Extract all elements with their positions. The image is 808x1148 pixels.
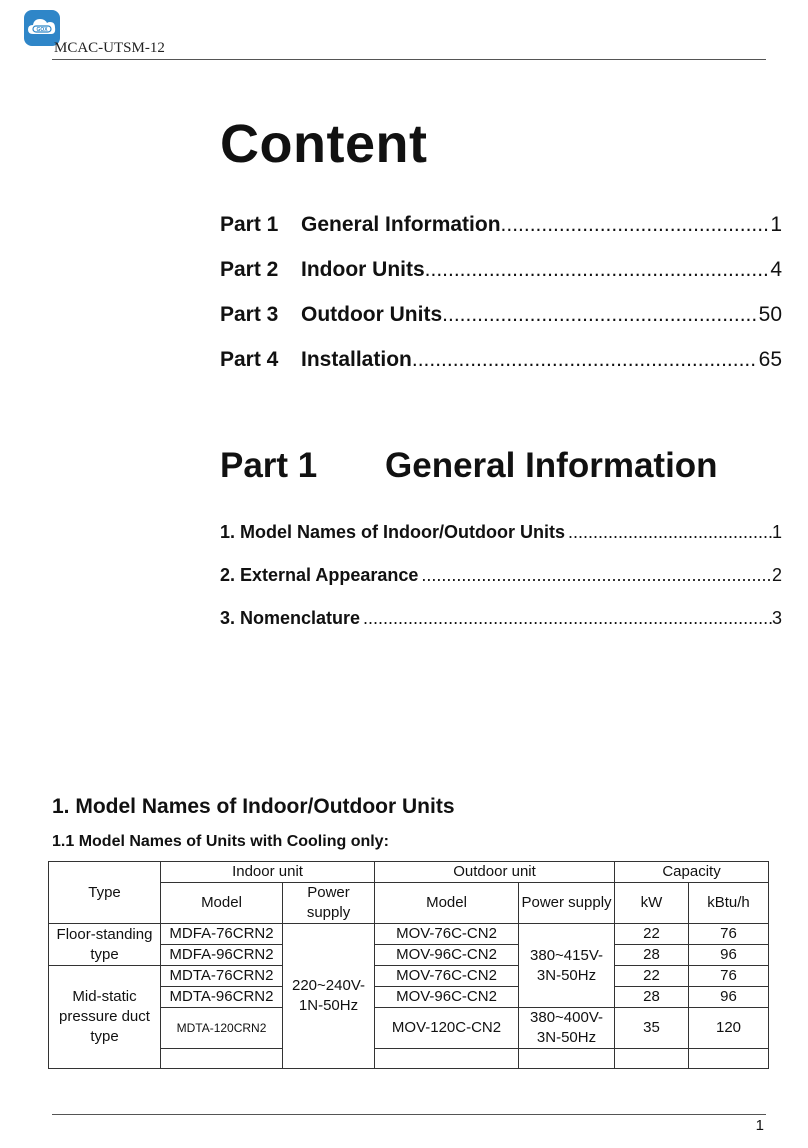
toc-part-name: General Information [301,213,501,236]
header-indoor-power: Power supply [283,883,375,924]
page-number: 1 [755,1117,764,1134]
toc-leader [418,565,772,586]
toc-section-name: 1. Model Names of Indoor/Outdoor Units [220,522,566,542]
toc-leader [425,258,769,282]
toc-entry-part3[interactable] [220,303,782,339]
table-row [49,924,769,945]
kbtu-cell: 96 [689,987,769,1008]
header-kw: kW [615,883,689,924]
header-outdoor-power: Power supply [519,883,615,924]
outdoor-power-cell: 380~415V-3N-50Hz [519,924,615,1008]
toc-part-name: Indoor Units [301,258,425,281]
toc-page-number: 2 [771,565,782,585]
kw-cell: 28 [615,945,689,966]
footer-rule [52,1114,766,1115]
empty-cell [689,1049,769,1069]
toc-part-label: Part 4 [220,348,279,371]
header-kbtu: kBtu/h [689,883,769,924]
outdoor-model-cell: MOV-76C-CN2 [375,924,519,945]
indoor-model-cell: MDFA-96CRN2 [161,945,283,966]
toc-section-name: 3. Nomenclature [220,608,361,628]
toc-entry-part4[interactable] [220,348,782,384]
part1-toc-entry[interactable] [220,522,782,550]
header-capacity: Capacity [615,862,769,883]
empty-cell [519,1049,615,1069]
toc-part-label: Part 1 [220,213,279,236]
subsection-heading: 1.1 Model Names of Units with Cooling only: [52,833,389,850]
toc-part-label: Part 2 [220,258,279,281]
toc-entry-part1[interactable] [220,213,782,249]
outdoor-model-cell: MOV-76C-CN2 [375,966,519,987]
content-title: Content [220,114,428,174]
outdoor-power-cell: 380~400V-3N-50Hz [519,1008,615,1049]
toc-part-name: Outdoor Units [301,303,443,326]
kw-cell: 22 [615,966,689,987]
kw-cell: 22 [615,924,689,945]
kw-cell: 28 [615,987,689,1008]
document-code: MCAC-UTSM-12 [54,40,165,56]
toc-part-label: Part 3 [220,303,279,326]
kw-cell: 35 [615,1008,689,1049]
empty-cell [615,1049,689,1069]
toc-page-number: 65 [758,348,782,371]
part1-toc-list [220,522,782,636]
toc-leader [501,213,769,237]
toc-leader [565,522,772,543]
header-outdoor-unit: Outdoor unit [375,862,615,883]
header-indoor-unit: Indoor unit [161,862,375,883]
type-cell: Mid-static pressure duct type [49,966,161,1069]
toc-part-name: Installation [301,348,412,371]
part1-toc-entry[interactable] [220,565,782,593]
toc-page-number: 50 [758,303,782,326]
toc-page-number: 3 [771,608,782,628]
toc-page-number: 4 [770,258,782,281]
kbtu-cell: 96 [689,945,769,966]
part-number: Part 1 [220,446,318,485]
header-rule [52,59,766,60]
outdoor-model-cell: MOV-96C-CN2 [375,987,519,1008]
section-heading: 1. Model Names of Indoor/Outdoor Units [52,795,455,818]
kbtu-cell: 76 [689,966,769,987]
part-title: General Information [385,446,718,485]
indoor-model-cell: MDTA-76CRN2 [161,966,283,987]
outdoor-model-cell: MOV-120C-CN2 [375,1008,519,1049]
kbtu-cell: 76 [689,924,769,945]
indoor-model-cell: MDTA-120CRN2 [161,1008,283,1049]
toc-list [220,213,782,384]
logo-text: GOX [36,27,48,33]
header-outdoor-model: Model [375,883,519,924]
part1-toc-entry[interactable] [220,608,782,636]
part-heading [220,446,780,486]
toc-leader [442,303,756,327]
toc-page-number: 1 [770,213,782,236]
toc-leader [360,608,772,629]
toc-section-name: 2. External Appearance [220,565,419,585]
toc-leader [412,348,757,372]
indoor-power-cell: 220~240V-1N-50Hz [283,924,375,1069]
indoor-model-cell: MDTA-96CRN2 [161,987,283,1008]
table-row [49,966,769,987]
header-type: Type [49,862,161,924]
header-indoor-model: Model [161,883,283,924]
toc-page-number: 1 [771,522,782,542]
outdoor-model-cell: MOV-96C-CN2 [375,945,519,966]
empty-cell [375,1049,519,1069]
empty-cell [161,1049,283,1069]
kbtu-cell: 120 [689,1008,769,1049]
toc-entry-part2[interactable] [220,258,782,294]
type-cell: Floor-standing type [49,924,161,966]
indoor-model-cell: MDFA-76CRN2 [161,924,283,945]
model-names-table [48,861,769,1069]
